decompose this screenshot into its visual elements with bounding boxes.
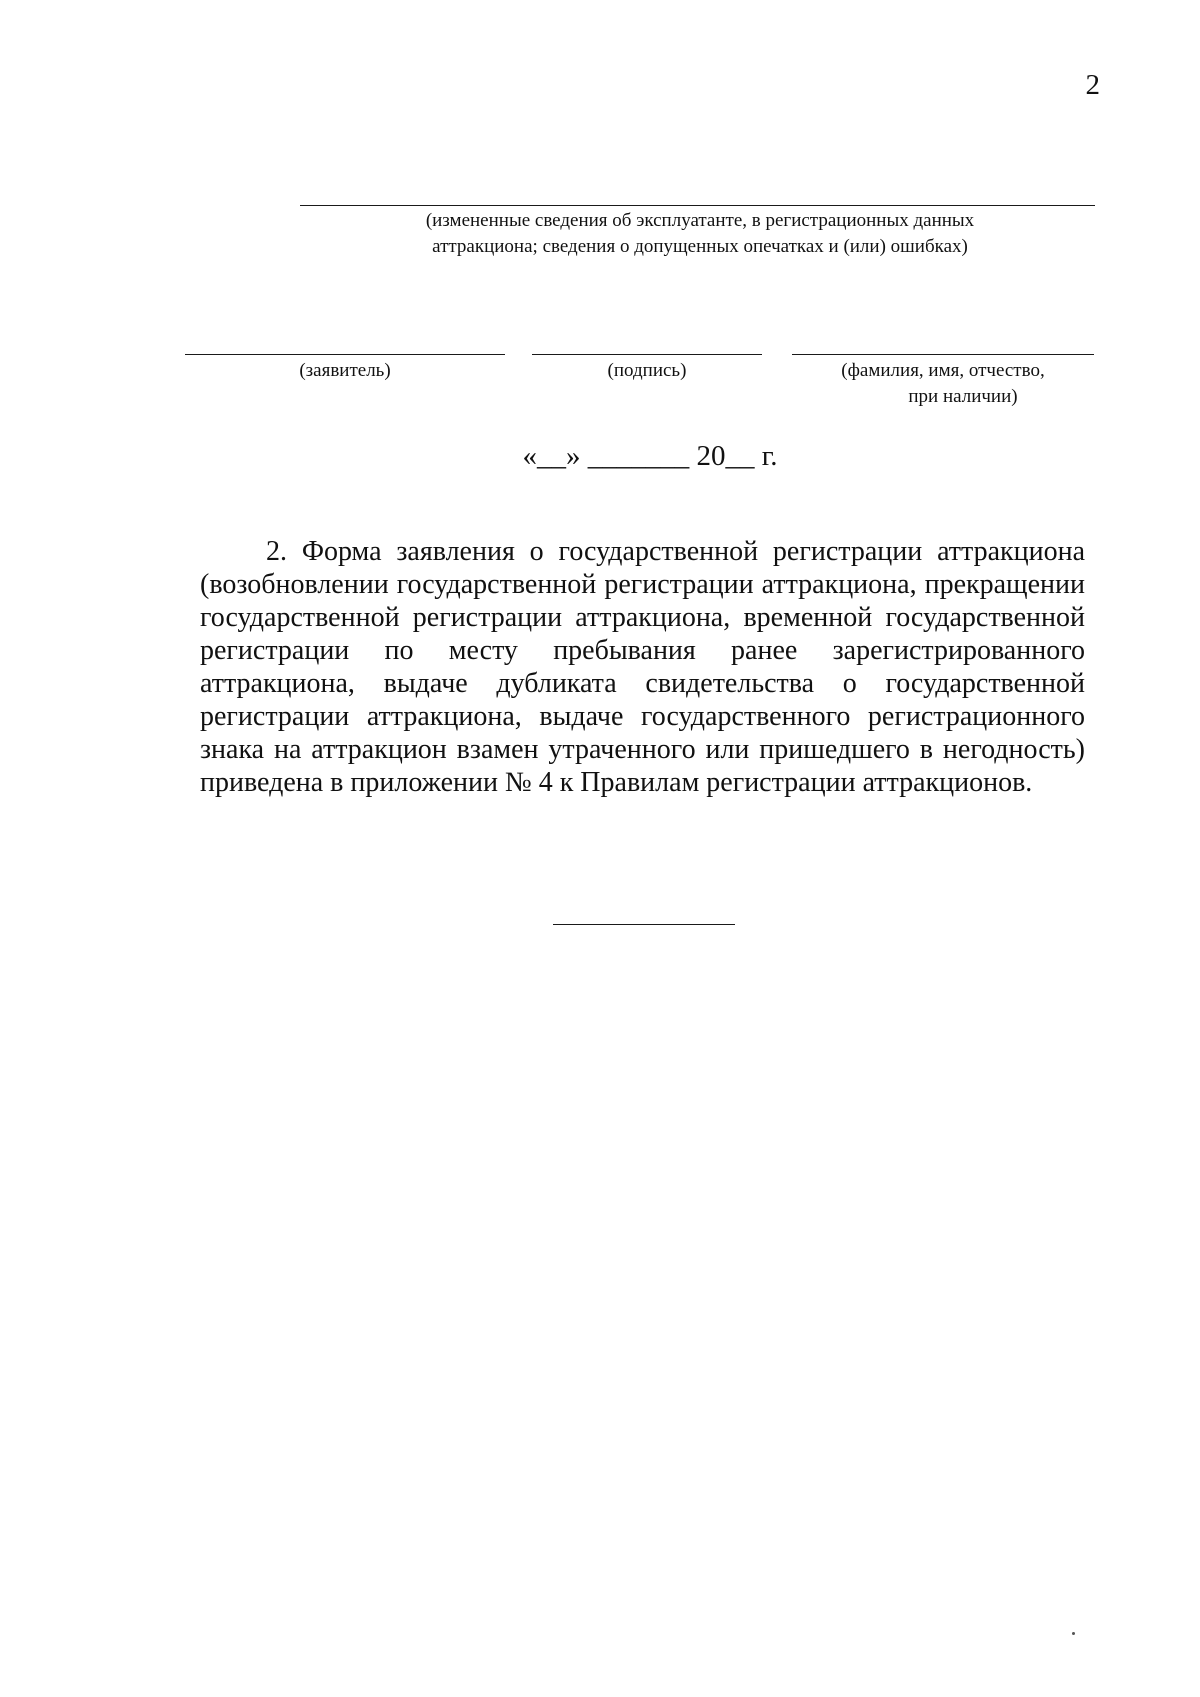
applicant-line [185, 354, 505, 355]
full-name-line [792, 354, 1094, 355]
changed-info-caption-line2: аттракциона; сведения о допущенных опечатках и (или) ошибках) [432, 236, 968, 257]
applicant-caption: (заявитель) [299, 360, 391, 381]
full-name-caption-line2: при наличии) [908, 386, 1018, 407]
date-line: «__» _______ 20__ г. [522, 440, 778, 472]
changed-info-caption-line1: (измененные сведения об эксплуатанте, в регистрационных данных [425, 210, 975, 231]
form-reference-paragraph: 2. Форма заявления о государственной регистрации аттракциона (возобновлении государственной регистрации аттракциона, прекращении государственной регистрации аттракциона, временной государственной регистрации по месту пребывания ранее зарегистрированного аттракциона, выдаче дубликата свидетельства о государственной регистрации аттракциона, выдаче государственного регистрационного знака на аттракцион взамен утраченного или пришедшего в негодность) приведена в приложении № 4 к Правилам регистрации аттракционов. [200, 536, 1085, 798]
full-name-caption-line1: (фамилия, имя, отчество, [841, 360, 1045, 381]
full-name-caption [792, 358, 1094, 410]
signature-caption: (подпись) [607, 360, 687, 381]
signature-line [532, 354, 762, 355]
closing-rule [553, 924, 735, 925]
changed-info-caption [300, 208, 1100, 260]
scan-speck [1072, 1632, 1075, 1635]
page-number: 2 [1085, 69, 1100, 101]
changed-info-line [300, 205, 1095, 206]
